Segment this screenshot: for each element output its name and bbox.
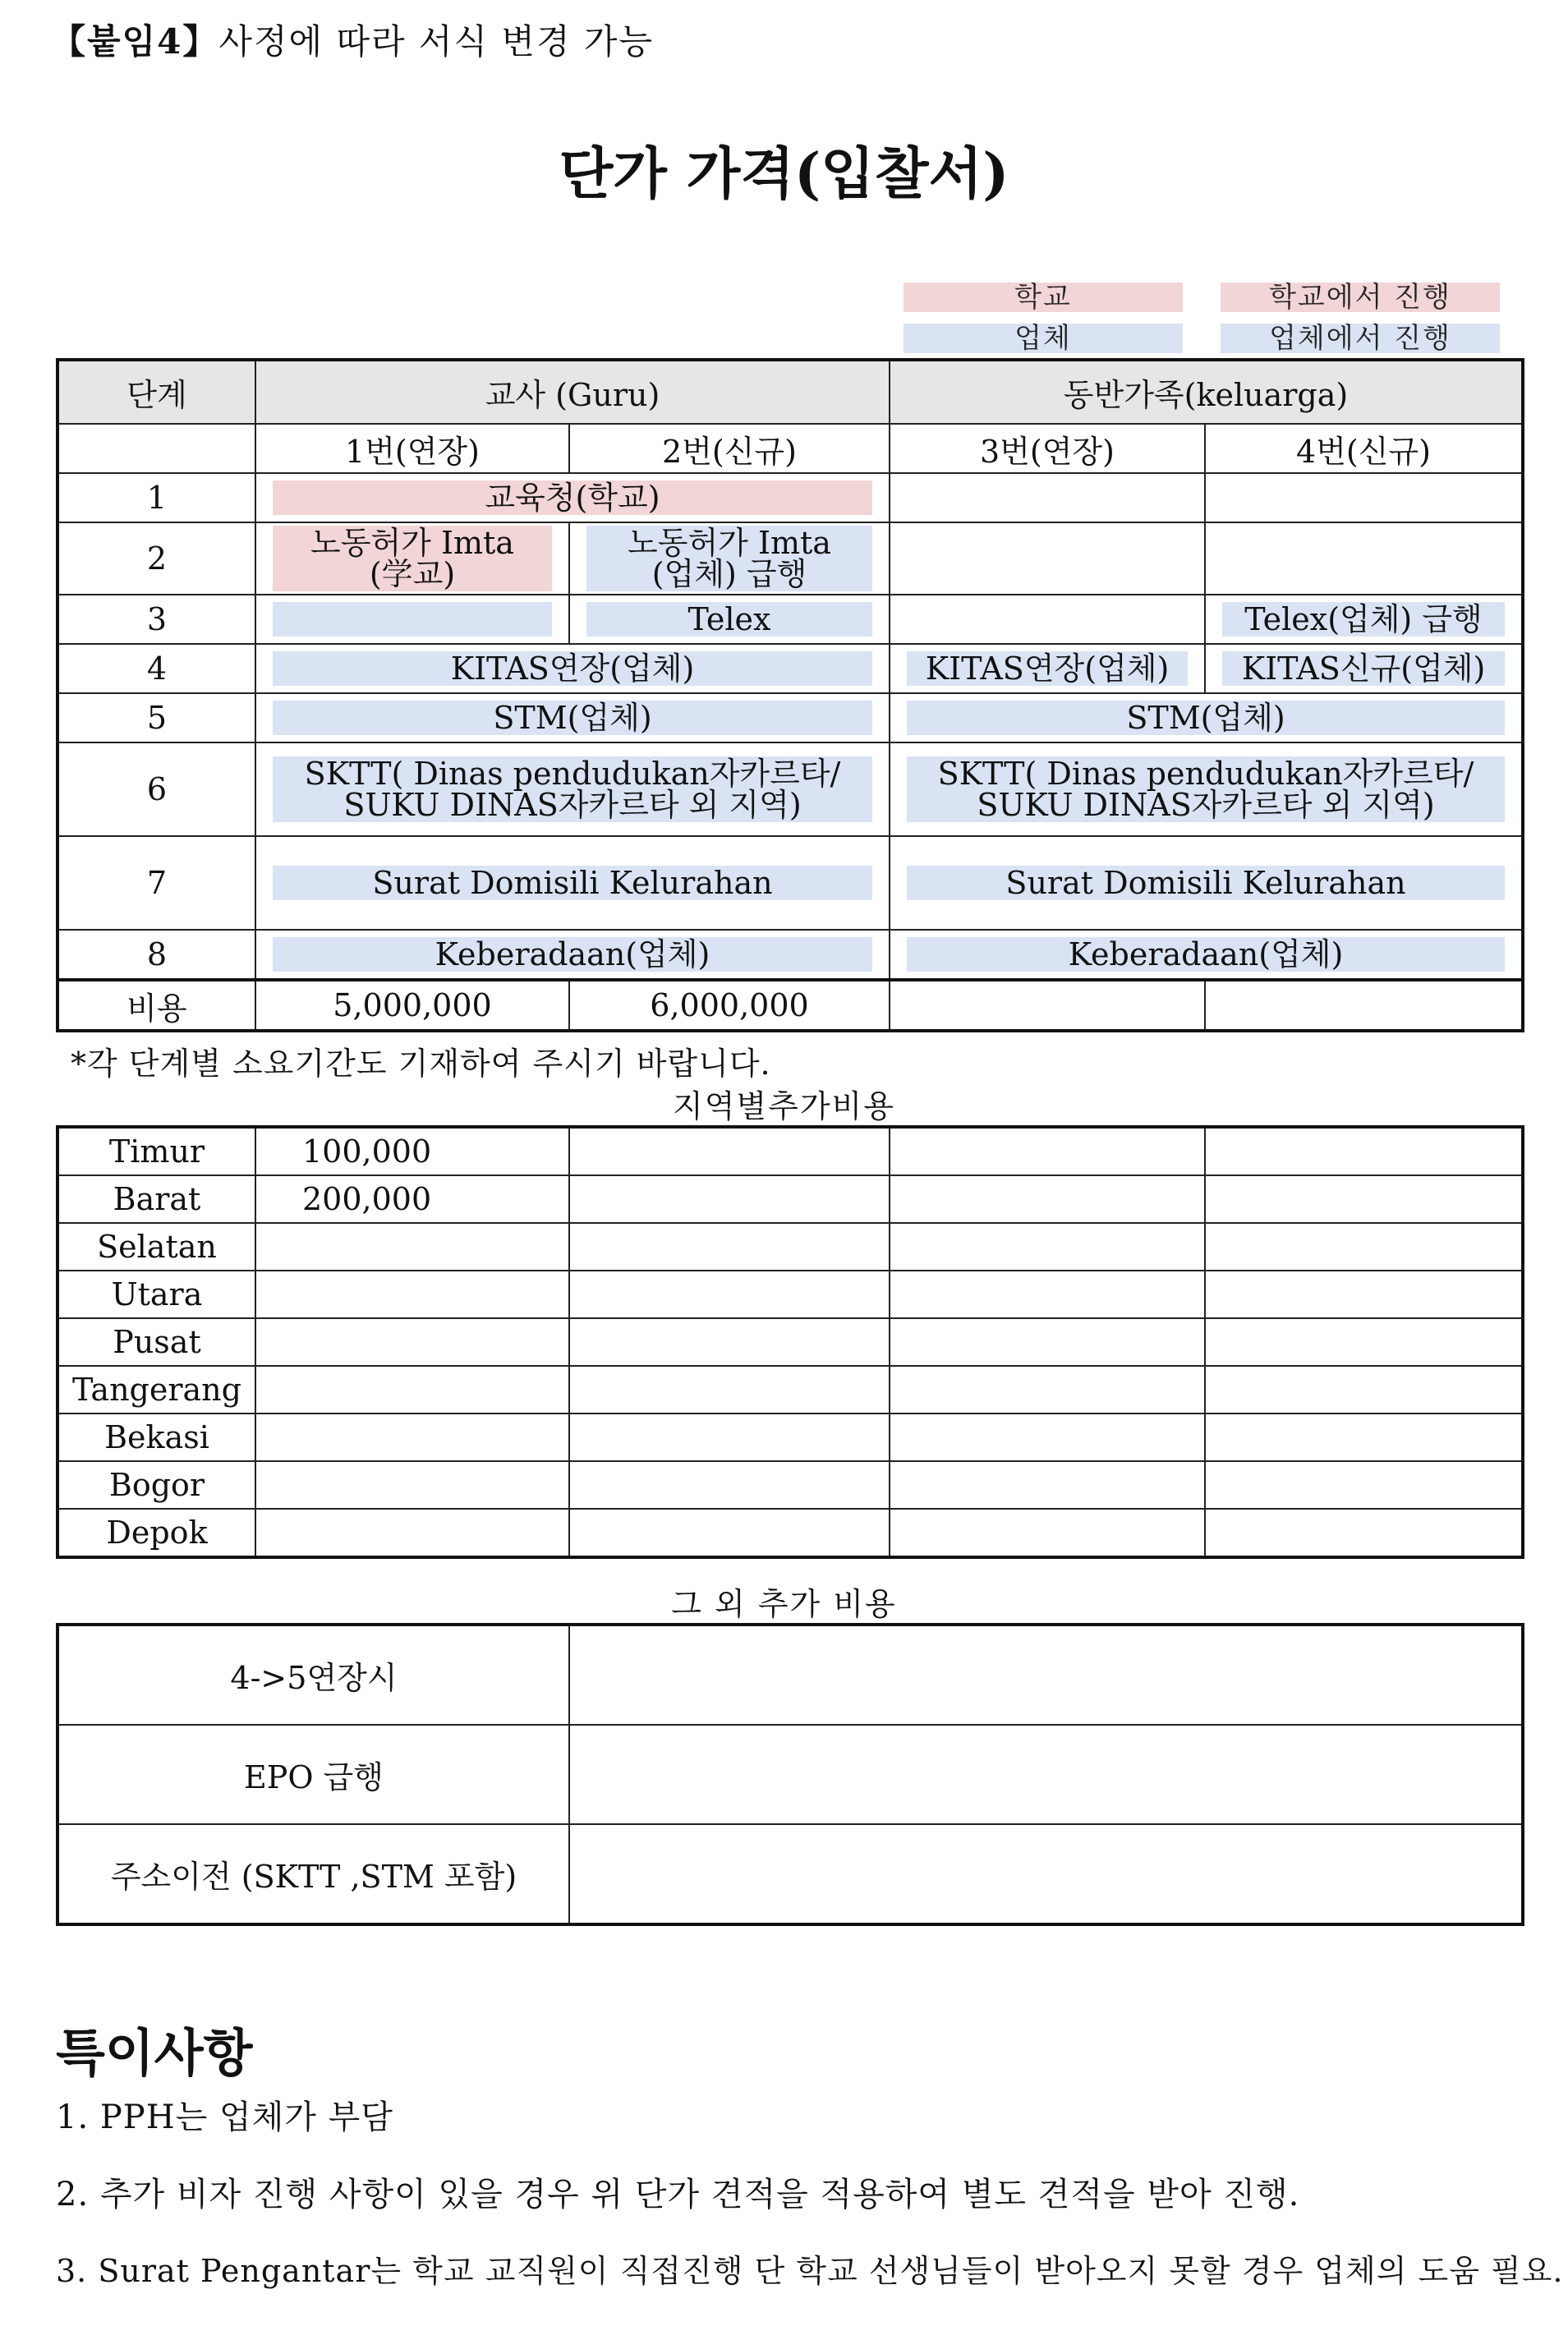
cell (1205, 1127, 1523, 1175)
vendor-bar: Keberadaan(업체) (273, 937, 872, 972)
table-row (57, 693, 1523, 742)
table-row (57, 1175, 1523, 1223)
region-value (255, 1271, 569, 1318)
cell (890, 1366, 1205, 1414)
vendor-bar (273, 602, 552, 637)
subheader-1: 1번(연장) (255, 424, 569, 473)
extra-value (569, 1625, 1523, 1725)
bar-line: SUKU DINAS자카르타 외 지역) (977, 787, 1435, 823)
region-value (255, 1461, 569, 1509)
cell (1205, 1461, 1523, 1509)
step-number: 7 (57, 836, 255, 930)
cell (255, 742, 890, 836)
region-value (255, 1223, 569, 1271)
cell (1205, 1223, 1523, 1271)
school-bar (273, 526, 552, 591)
cell (1205, 1414, 1523, 1461)
region-value: 200,000 (255, 1175, 569, 1223)
school-bar: 교육청(학교) (273, 480, 872, 515)
cost-value: 5,000,000 (255, 980, 569, 1031)
cell (1205, 473, 1523, 522)
table-row (57, 1366, 1523, 1414)
cell (1205, 595, 1523, 644)
cell (890, 1509, 1205, 1557)
extra-label: 주소이전 (SKTT ,STM 포함) (57, 1824, 569, 1924)
extra-label: 4->5연장시 (57, 1625, 569, 1725)
step-number: 2 (57, 522, 255, 595)
cell (569, 1414, 890, 1461)
region-value: 100,000 (255, 1127, 569, 1175)
region-value (255, 1318, 569, 1366)
vendor-bar: STM(업체) (273, 701, 872, 735)
region-name: Bogor (57, 1461, 255, 1509)
table-row (57, 742, 1523, 836)
legend-vendor-progress: 업체에서 진행 (1221, 324, 1500, 353)
cell (890, 473, 1205, 522)
region-name: Barat (57, 1175, 255, 1223)
table-row (57, 1625, 1523, 1725)
header-note (51, 15, 654, 64)
vendor-bar (586, 526, 872, 591)
table-row (57, 1509, 1523, 1557)
bar-line: 노동허가 Imta (628, 525, 831, 561)
cell (569, 1271, 890, 1318)
region-name: Depok (57, 1509, 255, 1557)
table-row (57, 1223, 1523, 1271)
cell (255, 930, 890, 980)
table-row (57, 1318, 1523, 1366)
cell (1205, 1318, 1523, 1366)
table-header-row (57, 360, 1523, 424)
cell (1205, 1366, 1523, 1414)
cell (255, 522, 569, 595)
step-number: 4 (57, 644, 255, 693)
cell (890, 1318, 1205, 1366)
table-row (57, 1725, 1523, 1824)
vendor-bar: KITAS신규(업체) (1222, 651, 1505, 686)
step-number: 6 (57, 742, 255, 836)
header-note-text: 사정에 따라 서식 변경 가능 (218, 21, 655, 62)
region-name: Tangerang (57, 1366, 255, 1414)
table-row (57, 1414, 1523, 1461)
vendor-bar: Surat Domisili Kelurahan (907, 866, 1505, 900)
duration-note: *각 단계별 소요기간도 기재하여 주시기 바랍니다. (71, 1046, 771, 1082)
cell (890, 1461, 1205, 1509)
region-value (255, 1366, 569, 1414)
cell (890, 1127, 1205, 1175)
cell (890, 595, 1205, 644)
table-row (57, 1461, 1523, 1509)
cell (890, 644, 1205, 693)
cost-label: 비용 (57, 980, 255, 1031)
extra-cost-table (56, 1623, 1524, 1926)
legend-school-progress: 학교에서 진행 (1221, 283, 1500, 312)
cell (1205, 1175, 1523, 1223)
attachment-tag: 【붙임4】 (51, 21, 219, 62)
cell (1205, 522, 1523, 595)
region-name: Utara (57, 1271, 255, 1318)
remark-item: 1. PPH는 업체가 부담 (56, 2098, 393, 2136)
table-row (57, 836, 1523, 930)
header-family: 동반가족(keluarga) (890, 360, 1523, 424)
vendor-bar: Surat Domisili Kelurahan (273, 866, 872, 900)
remark-item: 2. 추가 비자 진행 사항이 있을 경우 위 단가 견적을 적용하여 별도 견적을 받아 진행. (56, 2176, 1300, 2213)
vendor-bar (907, 756, 1505, 822)
table-row (57, 1127, 1523, 1175)
cost-value (1205, 980, 1523, 1031)
remarks-title: 특이사항 (56, 2023, 253, 2083)
regional-cost-table (56, 1125, 1524, 1559)
table-row (57, 522, 1523, 595)
table-row (57, 930, 1523, 980)
cell (569, 1318, 890, 1366)
extra-cost-title: 그 외 추가 비용 (671, 1586, 897, 1622)
cell (255, 644, 890, 693)
bar-line: 노동허가 Imta (310, 525, 514, 561)
step-number: 8 (57, 930, 255, 980)
extra-label: EPO 급행 (57, 1725, 569, 1824)
cell (890, 930, 1523, 980)
bar-line: (学교) (369, 556, 456, 592)
extra-value (569, 1725, 1523, 1824)
cell (569, 1175, 890, 1223)
region-name: Pusat (57, 1318, 255, 1366)
table-row (57, 1824, 1523, 1924)
cell (890, 1223, 1205, 1271)
cell (1205, 1271, 1523, 1318)
cost-value (890, 980, 1205, 1031)
regional-title: 지역별추가비용 (673, 1088, 895, 1124)
bar-line: SUKU DINAS자카르타 외 지역) (343, 787, 802, 823)
vendor-bar: Telex (586, 602, 872, 637)
cell (890, 1175, 1205, 1223)
subheader-3: 3번(연장) (890, 424, 1205, 473)
region-value (255, 1414, 569, 1461)
vendor-bar: STM(업체) (907, 701, 1505, 735)
cell (890, 1414, 1205, 1461)
cell (255, 693, 890, 742)
cell (255, 836, 890, 930)
subheader-2: 2번(신규) (569, 424, 890, 473)
cell (890, 522, 1205, 595)
subheader-4: 4번(신규) (1205, 424, 1523, 473)
cell (890, 1271, 1205, 1318)
cell (569, 522, 890, 595)
region-name: Bekasi (57, 1414, 255, 1461)
step-number: 1 (57, 473, 255, 522)
page-title: 단가 가격(입찰서) (559, 141, 1009, 207)
cell (569, 1127, 890, 1175)
cell (890, 836, 1523, 930)
vendor-bar: KITAS연장(업체) (907, 651, 1188, 686)
bar-line: SKTT( Dinas pendudukan자카르타/ (937, 756, 1474, 792)
step-number: 5 (57, 693, 255, 742)
cost-value: 6,000,000 (569, 980, 890, 1031)
cost-row (57, 980, 1523, 1031)
unit-price-table (56, 358, 1524, 1032)
table-row (57, 1271, 1523, 1318)
cell (569, 1223, 890, 1271)
cell (1205, 644, 1523, 693)
cell (255, 595, 569, 644)
cell (569, 595, 890, 644)
cell (255, 473, 890, 522)
table-subheader-row (57, 424, 1523, 473)
vendor-bar: Keberadaan(업체) (907, 937, 1505, 972)
table-row (57, 644, 1523, 693)
cell (1205, 1509, 1523, 1557)
header-step: 단계 (57, 360, 255, 424)
vendor-bar: KITAS연장(업체) (273, 651, 872, 686)
step-number: 3 (57, 595, 255, 644)
remark-item: 3. Surat Pengantar는 학교 교직원이 직접진행 단 학교 선생님들이 받아오지 못할 경우 업체의 도움 필요. (56, 2253, 1564, 2289)
bar-line: SKTT( Dinas pendudukan자카르타/ (304, 756, 841, 792)
cell (890, 693, 1523, 742)
table-row (57, 473, 1523, 522)
vendor-bar: Telex(업체) 급행 (1222, 602, 1505, 637)
legend-school: 학교 (904, 283, 1183, 312)
region-value (255, 1509, 569, 1557)
region-name: Timur (57, 1127, 255, 1175)
table-row (57, 595, 1523, 644)
header-teacher: 교사 (Guru) (255, 360, 890, 424)
cell (569, 1366, 890, 1414)
region-name: Selatan (57, 1223, 255, 1271)
cell (890, 742, 1523, 836)
vendor-bar (273, 756, 872, 822)
cell (569, 1461, 890, 1509)
legend-vendor: 업체 (904, 324, 1183, 353)
subheader-empty (57, 424, 255, 473)
cell (569, 1509, 890, 1557)
extra-value (569, 1824, 1523, 1924)
bar-line: (업체) 급행 (651, 556, 807, 592)
